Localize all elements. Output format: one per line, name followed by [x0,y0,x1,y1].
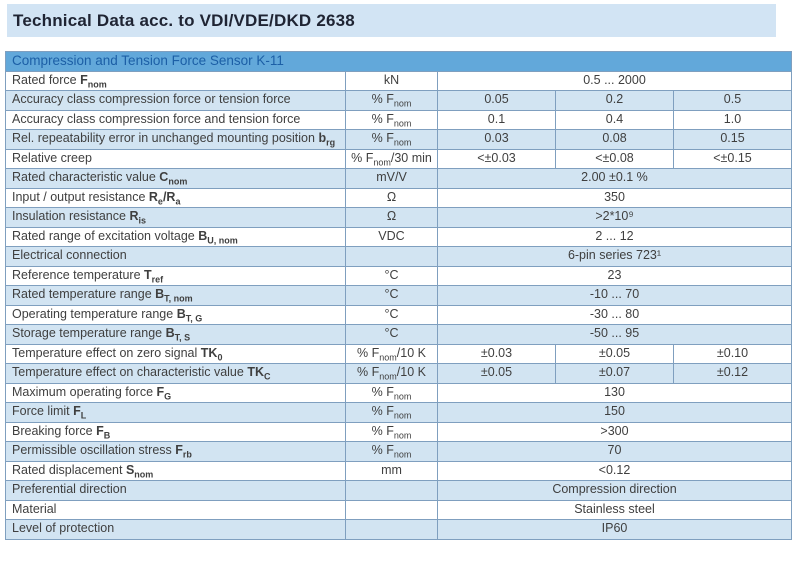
table-row [6,227,792,247]
table-row [6,305,792,325]
row-label: Permissible oscillation stress $F_{rb}$ [6,442,346,462]
row-label: Breaking force $F_B$ [6,422,346,442]
row-unit: % $F_{nom}$ [346,91,438,111]
row-value: ±0.10 [674,344,792,364]
table-row [6,169,792,189]
table-row [6,91,792,111]
row-label: Operating temperature range $B_{T, G}$ [6,305,346,325]
row-value: 0.15 [674,130,792,150]
row-value: ±0.07 [556,364,674,384]
row-unit: Ω [346,208,438,228]
row-value: 0.05 [438,91,556,111]
row-value: Compression direction [438,481,792,501]
row-label: Force limit $F_L$ [6,403,346,423]
row-label: Electrical connection [6,247,346,267]
row-value: 0.1 [438,110,556,130]
row-label: Rated temperature range $B_{T, nom}$ [6,286,346,306]
row-value: 2 ... 12 [438,227,792,247]
row-label: Temperature effect on zero signal $TK_0$ [6,344,346,364]
row-label: Maximum operating force $F_G$ [6,383,346,403]
row-unit: Ω [346,188,438,208]
row-value: 1.0 [674,110,792,130]
row-value: <±0.03 [438,149,556,169]
row-label: Rated range of excitation voltage $B_{U, nom}$ [6,227,346,247]
row-label: Input / output resistance $R_e/R_a$ [6,188,346,208]
table-title: Compression and Tension Force Sensor K-11 [6,52,792,72]
row-value: 23 [438,266,792,286]
row-value: IP60 [438,520,792,540]
table-row [6,247,792,267]
row-value: <0.12 [438,461,792,481]
row-value: -10 ... 70 [438,286,792,306]
table-row [6,130,792,150]
row-label: Accuracy class compression force or tension force [6,91,346,111]
table-row [6,286,792,306]
row-label: Rated force $F_{nom}$ [6,71,346,91]
row-value: >300 [438,422,792,442]
row-unit [346,247,438,267]
table-row [6,110,792,130]
row-value: 0.4 [556,110,674,130]
table-row [6,383,792,403]
table-row [6,500,792,520]
row-unit: °C [346,266,438,286]
row-unit: % $F_{nom}$ [346,422,438,442]
table-header-row [6,52,792,72]
row-label: Accuracy class compression force and tension force [6,110,346,130]
row-unit: °C [346,325,438,345]
row-label: Reference temperature $T_{ref}$ [6,266,346,286]
row-label: Storage temperature range $B_{T, S}$ [6,325,346,345]
row-value: 2.00 ±0.1 % [438,169,792,189]
row-value: 0.03 [438,130,556,150]
table-row [6,344,792,364]
row-unit: °C [346,305,438,325]
row-value: ±0.03 [438,344,556,364]
row-value: <±0.15 [674,149,792,169]
row-label: Material [6,500,346,520]
row-label: Rated displacement $S_{nom}$ [6,461,346,481]
row-unit [346,481,438,501]
row-unit: % $F_{nom}$ [346,383,438,403]
row-value: <±0.08 [556,149,674,169]
page-title-bar [7,4,776,37]
row-value: 0.2 [556,91,674,111]
table-row [6,208,792,228]
table-row [6,325,792,345]
row-value: 6-pin series 723¹ [438,247,792,267]
table-row [6,188,792,208]
row-label: Rel. repeatability error in unchanged mounting position $b_{rg}$ [6,130,346,150]
table-row [6,403,792,423]
row-unit: mV/V [346,169,438,189]
row-label: Temperature effect on characteristic value $TK_C$ [6,364,346,384]
table-row [6,71,792,91]
row-value: 350 [438,188,792,208]
row-value: >2*10⁹ [438,208,792,228]
table-row [6,481,792,501]
row-label: Insulation resistance $R_{is}$ [6,208,346,228]
row-label: Level of protection [6,520,346,540]
table-body [6,71,792,539]
row-unit: % $F_{nom}$ [346,130,438,150]
row-value: 150 [438,403,792,423]
row-value: -30 ... 80 [438,305,792,325]
row-value: 0.5 ... 2000 [438,71,792,91]
row-unit: VDC [346,227,438,247]
row-value: -50 ... 95 [438,325,792,345]
table-row [6,149,792,169]
row-unit: % $F_{nom}$ [346,442,438,462]
table-row [6,266,792,286]
page-title: Technical Data acc. to VDI/VDE/DKD 2638 [13,10,355,30]
row-unit: kN [346,71,438,91]
row-label: Preferential direction [6,481,346,501]
spec-table [5,51,792,540]
row-value: ±0.05 [556,344,674,364]
row-unit: % $F_{nom}$ [346,110,438,130]
row-unit: °C [346,286,438,306]
row-label: Relative creep [6,149,346,169]
table-row [6,520,792,540]
row-unit: % $F_{nom}$ [346,403,438,423]
row-unit: % $F_{nom}/10$ K [346,364,438,384]
row-unit [346,500,438,520]
row-value: ±0.12 [674,364,792,384]
row-value: 0.08 [556,130,674,150]
row-unit: % $F_{nom}/10$ K [346,344,438,364]
row-unit: mm [346,461,438,481]
table-row [6,422,792,442]
row-label: Rated characteristic value $C_{nom}$ [6,169,346,189]
row-value: 0.5 [674,91,792,111]
row-unit [346,520,438,540]
table-row [6,364,792,384]
row-value: Stainless steel [438,500,792,520]
row-unit: % $F_{nom}/30$ min [346,149,438,169]
row-value: ±0.05 [438,364,556,384]
row-value: 70 [438,442,792,462]
table-row [6,442,792,462]
row-value: 130 [438,383,792,403]
table-row [6,461,792,481]
